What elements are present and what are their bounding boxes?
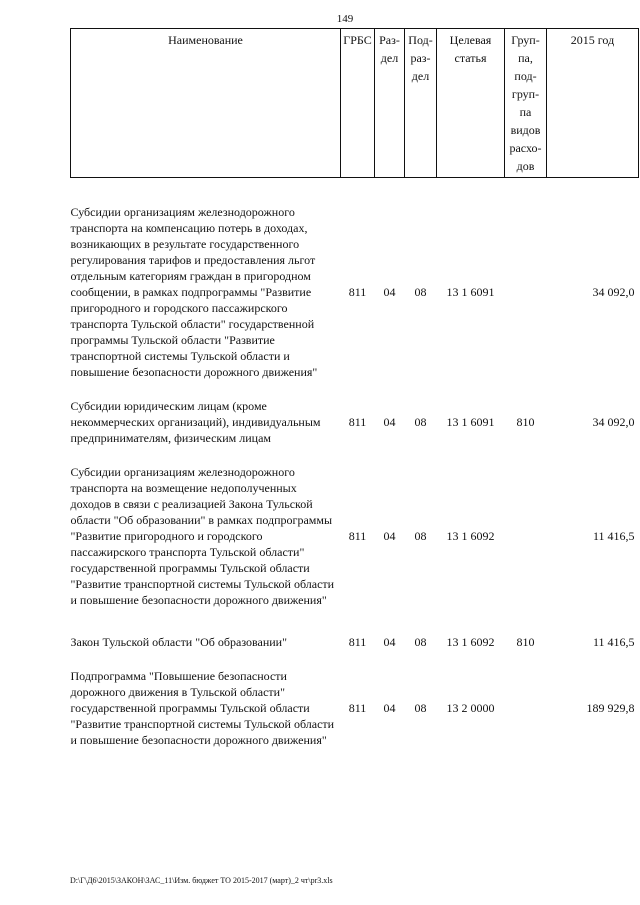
row-celevaya: 13 1 6092 [446, 635, 495, 649]
row-gruppa: 810 [516, 415, 535, 429]
row-podrazdel: 08 [414, 285, 427, 299]
row-gruppa [505, 200, 547, 384]
header-gruppa: Груп- па, под- груп- па видов расхо- дов [505, 29, 547, 178]
row-gruppa: 810 [516, 635, 535, 649]
row-razdel: 04 [383, 285, 396, 299]
header-name: Наименование [71, 29, 341, 178]
row-razdel: 04 [383, 701, 396, 715]
row-podrazdel: 08 [414, 635, 427, 649]
row-celevaya: 13 2 0000 [446, 701, 495, 715]
row-name: Подпрограмма "Повышение безопасности дорожного движения в Тульской области" государственной программы Тульской области "Развитие транспортной системы Тульской области и повышение безопасности дорожного движения" [70, 669, 335, 747]
row-celevaya: 13 1 6091 [446, 285, 495, 299]
row-gruppa [505, 460, 547, 612]
row-podrazdel: 08 [414, 529, 427, 543]
row-podrazdel: 08 [414, 701, 427, 715]
row-name: Субсидии организациям железнодорожного транспорта на возмещение недополученных доходов в связи с реализацией Закона Тульской области "Об образовании" в рамках подпрограммы "Развитие пригородного и городского пассажирского транспорта Тульской области" государственной программы Тульской области "Развитие транспортной системы Тульской области и повышение безопасности дорожного движения" [70, 465, 335, 607]
row-razdel: 04 [383, 415, 396, 429]
table-row [71, 664, 639, 752]
row-podrazdel: 08 [414, 415, 427, 429]
row-name: Закон Тульской области "Об образовании" [70, 635, 287, 649]
table-row [71, 630, 639, 654]
header-year: 2015 год [547, 29, 639, 178]
page-number: 149 [336, 13, 354, 25]
header-celevaya: Целевая статья [437, 29, 505, 178]
row-celevaya: 13 1 6091 [446, 415, 495, 429]
header-razdel: Раз- дел [375, 29, 405, 178]
row-amount: 34 092,0 [592, 415, 635, 429]
row-amount: 11 416,5 [592, 529, 635, 543]
row-name: Субсидии организациям железнодорожного транспорта на компенсацию потерь в доходах, возникающих в результате государственного регулирования тарифов и предоставления льгот отдельным категориям граждан в пригородном сообщении, в рамках подпрограммы "Развитие пригородного и городского пассажирского транспорта Тульской области" государственной программы Тульской области "Развитие транспортной системы Тульской области и повышение безопасности дорожного движения" [70, 205, 318, 379]
row-grbs: 811 [348, 415, 367, 429]
row-grbs: 811 [348, 701, 367, 715]
row-razdel: 04 [383, 529, 396, 543]
row-grbs: 811 [348, 285, 367, 299]
row-amount: 189 929,8 [586, 701, 635, 715]
table-row [71, 394, 639, 450]
row-amount: 11 416,5 [592, 635, 635, 649]
row-name: Субсидии юридическим лицам (кроме некоммерческих организаций), индивидуальным предпринимателям, физическим лицам [70, 399, 321, 445]
header-grbs: ГРБС [341, 29, 375, 178]
row-grbs: 811 [348, 635, 367, 649]
table-row [71, 200, 639, 384]
row-grbs: 811 [348, 529, 367, 543]
row-gruppa [505, 664, 547, 752]
budget-table [70, 28, 639, 762]
header-podrazdel: Под- раз- дел [405, 29, 437, 178]
table-row [71, 460, 639, 612]
row-razdel: 04 [383, 635, 396, 649]
file-path-footer: D:\Г\Д6\2015\ЗАКОН\ЗАС_11\Изм. бюджет ТО 2015-2017 (март)_2 чт\pr3.xls [70, 876, 333, 885]
row-amount: 34 092,0 [592, 285, 635, 299]
row-celevaya: 13 1 6092 [446, 529, 495, 543]
header-row [71, 29, 639, 178]
